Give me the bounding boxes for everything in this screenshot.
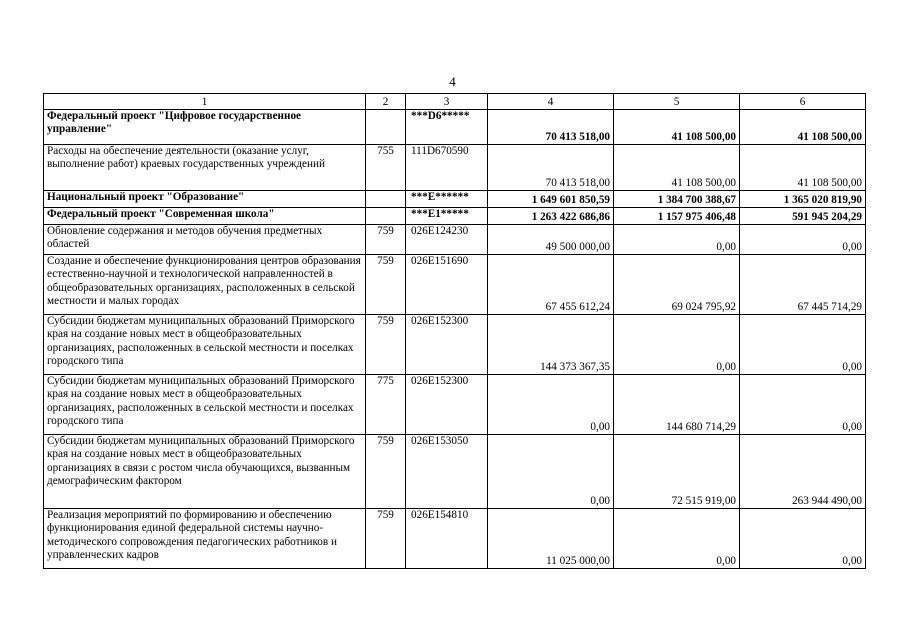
row-group-code-cell: 755 <box>366 145 406 191</box>
row-name-cell: Реализация мероприятий по формированию и обеспечению функционирования единой федеральной системы научно-методического сопровождения педагогических работников и управленческих кадров <box>44 509 366 569</box>
table-row <box>44 509 866 569</box>
row-target-code-cell: 026E151690 <box>406 255 488 315</box>
row-amount-cell: 72 515 919,00 <box>614 435 740 509</box>
table-row <box>44 225 866 255</box>
row-amount-cell: 1 157 975 406,48 <box>614 208 740 225</box>
row-amount-cell: 0,00 <box>614 315 740 375</box>
row-group-code-cell: 759 <box>366 509 406 569</box>
row-name-cell: Национальный проект "Образование" <box>44 191 366 208</box>
row-target-code-cell: 026E154810 <box>406 509 488 569</box>
column-header: 3 <box>406 94 488 110</box>
table-row <box>44 255 866 315</box>
table-row <box>44 435 866 509</box>
row-amount-cell: 0,00 <box>740 315 866 375</box>
row-amount-cell: 69 024 795,92 <box>614 255 740 315</box>
row-group-code-cell <box>366 191 406 208</box>
column-header: 6 <box>740 94 866 110</box>
row-target-code-cell: 026E152300 <box>406 375 488 435</box>
row-amount-cell: 0,00 <box>740 509 866 569</box>
row-name-cell: Обновление содержания и методов обучения предметных областей <box>44 225 366 255</box>
row-amount-cell: 41 108 500,00 <box>614 110 740 145</box>
row-target-code-cell: 026E152300 <box>406 315 488 375</box>
row-amount-cell: 144 680 714,29 <box>614 375 740 435</box>
row-amount-cell: 0,00 <box>614 509 740 569</box>
row-amount-cell: 144 373 367,35 <box>488 315 614 375</box>
row-group-code-cell: 759 <box>366 435 406 509</box>
row-amount-cell: 591 945 204,29 <box>740 208 866 225</box>
row-group-code-cell <box>366 110 406 145</box>
row-amount-cell: 70 413 518,00 <box>488 145 614 191</box>
row-amount-cell: 67 455 612,24 <box>488 255 614 315</box>
row-amount-cell: 263 944 490,00 <box>740 435 866 509</box>
row-amount-cell: 1 649 601 850,59 <box>488 191 614 208</box>
row-name-cell: Субсидии бюджетам муниципальных образований Приморского края на создание новых мест в общеобразовательных организациях, расположенных в сельской местности и поселках городского типа <box>44 375 366 435</box>
row-amount-cell: 0,00 <box>740 225 866 255</box>
row-target-code-cell: 026E124230 <box>406 225 488 255</box>
row-amount-cell: 41 108 500,00 <box>740 145 866 191</box>
row-amount-cell: 70 413 518,00 <box>488 110 614 145</box>
row-amount-cell: 67 445 714,29 <box>740 255 866 315</box>
table-row <box>44 110 866 145</box>
row-name-cell: Субсидии бюджетам муниципальных образований Приморского края на создание новых мест в общеобразовательных организациях, расположенных в сельской местности и поселках городского типа <box>44 315 366 375</box>
row-name-cell: Создание и обеспечение функционирования центров образования естественно-научной и технологической направленностей в общеобразовательных организациях, расположенных в сельской местности и малых городах <box>44 255 366 315</box>
row-amount-cell: 0,00 <box>488 375 614 435</box>
row-target-code-cell: 026E153050 <box>406 435 488 509</box>
column-header: 4 <box>488 94 614 110</box>
row-target-code-cell: ***D6***** <box>406 110 488 145</box>
page-number: 4 <box>449 74 456 89</box>
row-group-code-cell: 775 <box>366 375 406 435</box>
table-row <box>44 208 866 225</box>
row-group-code-cell: 759 <box>366 225 406 255</box>
row-name-cell: Федеральный проект "Цифровое государственное управление" <box>44 110 366 145</box>
row-amount-cell: 1 365 020 819,90 <box>740 191 866 208</box>
row-group-code-cell: 759 <box>366 315 406 375</box>
row-amount-cell: 0,00 <box>488 435 614 509</box>
column-header: 2 <box>366 94 406 110</box>
row-name-cell: Федеральный проект "Современная школа" <box>44 208 366 225</box>
column-header-row <box>44 94 866 110</box>
row-group-code-cell <box>366 208 406 225</box>
row-name-cell: Расходы на обеспечение деятельности (оказание услуг, выполнение работ) краевых государственных учреждений <box>44 145 366 191</box>
row-amount-cell: 41 108 500,00 <box>614 145 740 191</box>
row-amount-cell: 49 500 000,00 <box>488 225 614 255</box>
row-amount-cell: 11 025 000,00 <box>488 509 614 569</box>
row-amount-cell: 1 384 700 388,67 <box>614 191 740 208</box>
table-row <box>44 191 866 208</box>
column-header: 1 <box>44 94 366 110</box>
table-row <box>44 375 866 435</box>
row-name-cell: Субсидии бюджетам муниципальных образований Приморского края на создание новых мест в общеобразовательных организациях в связи с ростом числа обучающихся, вызванным демографическим фактором <box>44 435 366 509</box>
row-amount-cell: 41 108 500,00 <box>740 110 866 145</box>
row-amount-cell: 0,00 <box>614 225 740 255</box>
row-amount-cell: 1 263 422 686,86 <box>488 208 614 225</box>
budget-table <box>43 93 866 569</box>
column-header: 5 <box>614 94 740 110</box>
row-amount-cell: 0,00 <box>740 375 866 435</box>
table-row <box>44 315 866 375</box>
row-target-code-cell: 111D670590 <box>406 145 488 191</box>
budget-table-body <box>44 94 866 569</box>
row-group-code-cell: 759 <box>366 255 406 315</box>
row-target-code-cell: ***E1***** <box>406 208 488 225</box>
row-target-code-cell: ***E****** <box>406 191 488 208</box>
table-row <box>44 145 866 191</box>
